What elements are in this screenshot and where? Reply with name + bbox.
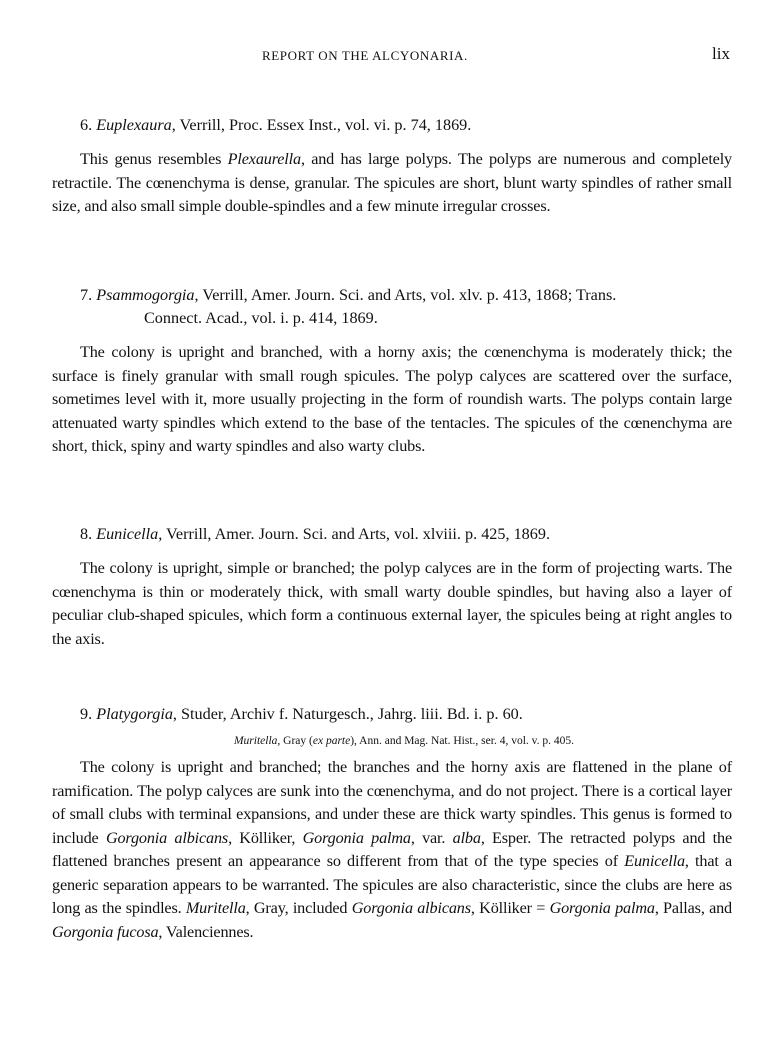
entry-number: 9.	[80, 705, 93, 723]
entry-heading	[52, 523, 732, 546]
entry-description: This genus resembles Plexaurella, and has large polyps. The polyps are numerous and completely retractile. The cœnenchyma is dense, granular. The spicules are short, blunt warty spindles of rather small size, and also small simple double-spindles and a few minute irregular crosses.	[52, 150, 732, 215]
genus-name: Eunicella	[96, 525, 159, 543]
entry-heading	[52, 284, 732, 330]
entry-number: 8.	[80, 525, 93, 543]
genus-name: Psammogorgia	[96, 286, 195, 304]
italic-taxon: Gorgonia palma	[302, 828, 411, 847]
synonym-line: Muritella, Gray (ex parte), Ann. and Mag. Nat. Hist., ser. 4, vol. v. p. 405.	[233, 735, 575, 747]
italic-taxon: Gorgonia albicans	[105, 828, 229, 847]
italic-taxon: Muritella	[185, 899, 246, 917]
entry-number: 7.	[80, 286, 93, 304]
citation-continued: Connect. Acad., vol. i. p. 414, 1869.	[144, 309, 378, 327]
genus-name: Platygorgia	[96, 705, 173, 723]
genus-entry-7	[52, 284, 732, 459]
citation: , Studer, Archiv f. Naturgesch., Jahrg. liii. Bd. i. p. 60.	[172, 705, 523, 723]
italic-taxon: Eunicella	[624, 852, 685, 870]
citation: , Verrill, Proc. Essex Inst., vol. vi. p. 74, 1869.	[171, 116, 472, 134]
entry-description: The colony is upright and branched, with a horny axis; the cœnenchyma is moderately thick; the surface is finely granular with small rough spicules. The polyp calyces are scattered over the surface, sometimes level with it, more usually projecting in the form of roundish warts. The polyps contain large attenuated warty spindles which extend to the base of the tentacles. The spicules of the cœnenchyma are short, thick, spiny and warty spindles and also warty clubs.	[52, 343, 732, 455]
genus-entry-8	[52, 523, 732, 651]
synonym-genus: Muritella	[233, 735, 278, 747]
entry-description: The colony is upright and branched; the branches and the horny axis are flattened in the plane of ramification. The polyp calyces are sunk into the cœnenchyma, and do not project. There is a cortical layer of small clubs with terminal expansions, and under these are thick warty spindles. This genus is formed to include Gorgonia albicans, Kölliker, Gorgonia palma, var. alba, Esper. The retracted polyps and the flattened branches present an appearance so different from that of the type species of Eunicella, that a generic separation appears to be warranted. The spicules are also characteristic, since the clubs are here as long as the spindles. Muritella, Gray, included Gorgonia albicans, Kölliker = Gorgonia palma, Pallas, and Gorgonia fucosa, Valenciennes.	[52, 758, 732, 941]
genus-name: Euplexaura	[96, 116, 172, 134]
running-title: REPORT ON THE ALCYONARIA.	[262, 48, 468, 63]
italic-taxon: Plexaurella	[227, 150, 301, 168]
entry-heading	[52, 114, 732, 137]
italic-taxon: Gorgonia palma	[549, 899, 655, 917]
citation: , Verrill, Amer. Journ. Sci. and Arts, vol. xlv. p. 413, 1868; Trans.	[194, 286, 617, 304]
entry-description: The colony is upright, simple or branched; the polyp calyces are in the form of projecting warts. The cœnenchyma is thin or moderately thick, with small warty double spindles, but having also a layer of peculiar club-shaped spicules, which form a continuous external layer, the spicules being at right angles to the axis.	[52, 559, 732, 648]
italic-taxon: alba	[452, 828, 481, 847]
entry-number: 6.	[80, 116, 93, 134]
running-header	[0, 44, 776, 70]
citation: , Verrill, Amer. Journ. Sci. and Arts, vol. xlviii. p. 425, 1869.	[158, 525, 551, 543]
genus-entry-6	[52, 114, 732, 219]
entry-heading	[52, 703, 732, 726]
page-number: lix	[712, 44, 730, 63]
genus-entry-9	[52, 703, 732, 944]
italic-taxon: Gorgonia albicans	[351, 899, 471, 917]
italic-taxon: Gorgonia fucosa	[52, 922, 159, 941]
